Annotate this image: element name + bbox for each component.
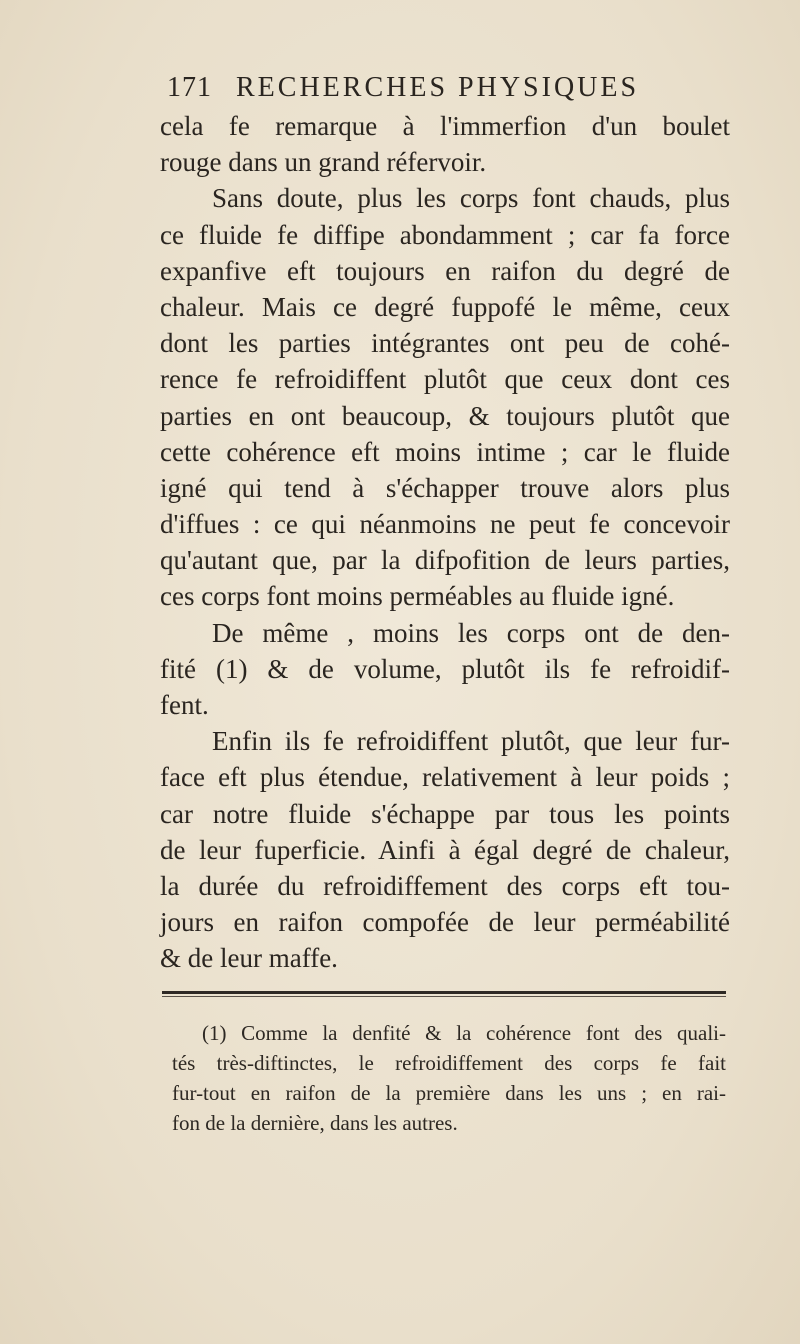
running-head bbox=[167, 68, 667, 108]
text-line: rouge dans un grand réfervoir. bbox=[160, 147, 487, 178]
text-line: car notre fluide s'échappe par tous les points bbox=[160, 798, 730, 829]
footnote-line: fur-tout en raifon de la première dans les uns ; en rai- bbox=[172, 1081, 726, 1105]
text-line: expanfive eft toujours en raifon du degré de bbox=[160, 255, 730, 286]
text-line: chaleur. Mais ce degré fuppofé le même, ceux bbox=[160, 291, 730, 322]
footnote-line: fon de la dernière, dans les autres. bbox=[172, 1111, 458, 1135]
text-line: cela fe remarque à l'immerfion d'un boulet bbox=[160, 111, 730, 141]
text-line: De même , moins les corps ont de den- bbox=[212, 617, 730, 648]
footnote-rule bbox=[162, 991, 726, 994]
footnote-line: tés très-diftinctes, le refroidiffement des corps fe fait bbox=[172, 1051, 726, 1075]
text-line: fent. bbox=[160, 690, 209, 720]
footnote bbox=[172, 1018, 726, 1138]
text-line: dont les parties intégrantes ont peu de cohé- bbox=[160, 328, 730, 359]
text-line: fité (1) & de volume, plutôt ils fe refroidif- bbox=[160, 653, 730, 684]
footnote-line: (1) Comme la denfité & la cohérence font des quali- bbox=[202, 1021, 726, 1045]
running-head-title: RECHERCHES PHYSIQUES bbox=[236, 72, 640, 103]
footnote-rule-thin bbox=[162, 996, 726, 997]
text-line: Enfin ils fe refroidiffent plutôt, que leur fur- bbox=[212, 726, 730, 757]
page-number: 171 bbox=[167, 72, 212, 103]
text-line: la durée du refroidiffement des corps eft tou- bbox=[160, 870, 730, 901]
text-line: jours en raifon compofée de leur perméabilité bbox=[160, 907, 730, 938]
text-line: parties en ont beaucoup, & toujours plutôt que bbox=[160, 400, 730, 431]
text-line: ces corps font moins perméables au fluide igné. bbox=[160, 581, 675, 612]
text-line: igné qui tend à s'échapper trouve alors plus bbox=[160, 472, 730, 503]
text-line: ce fluide fe diffipe abondamment ; car fa force bbox=[160, 219, 730, 250]
text-line: rence fe refroidiffent plutôt que ceux dont ces bbox=[160, 364, 730, 395]
text-line: Sans doute, plus les corps font chauds, plus bbox=[212, 183, 730, 214]
text-line: & de leur maffe. bbox=[160, 943, 338, 974]
text-line: face eft plus étendue, relativement à leur poids ; bbox=[160, 762, 730, 793]
text-line: d'iffues : ce qui néanmoins ne peut fe concevoir bbox=[160, 509, 730, 540]
text-line: de leur fuperficie. Ainfi à égal degré de chaleur, bbox=[160, 834, 730, 865]
text-line: qu'autant que, par la difpofition de leurs parties, bbox=[160, 545, 730, 576]
body-text bbox=[160, 108, 730, 977]
text-line: cette cohérence eft moins intime ; car le fluide bbox=[160, 436, 730, 467]
